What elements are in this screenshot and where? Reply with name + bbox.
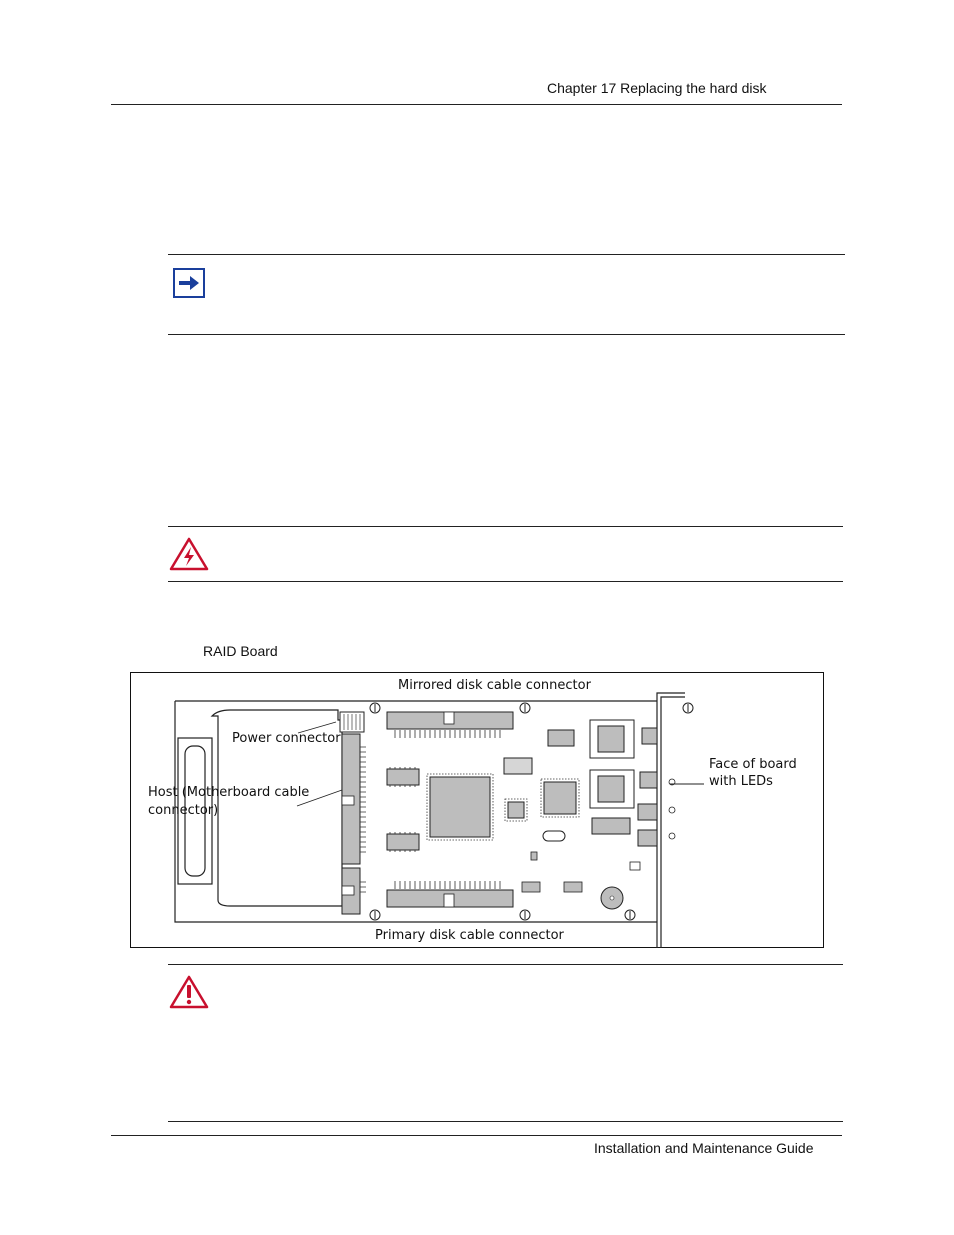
warning-lightning-icon bbox=[169, 536, 209, 572]
caution-bottom-rule bbox=[168, 581, 843, 582]
warning-bottom-rule bbox=[168, 1121, 843, 1122]
footer-rule bbox=[111, 1135, 842, 1136]
header-rule bbox=[111, 104, 842, 105]
face-of-board-label-2: with LEDs bbox=[709, 774, 773, 789]
caution-top-rule bbox=[168, 526, 843, 527]
running-footer: Installation and Maintenance Guide bbox=[594, 1140, 814, 1156]
mirrored-connector-label: Mirrored disk cable connector bbox=[398, 678, 591, 693]
primary-connector-label: Primary disk cable connector bbox=[375, 928, 564, 943]
figure-caption: RAID Board bbox=[203, 643, 278, 659]
face-of-board-label-1: Face of board bbox=[709, 757, 797, 772]
note-top-rule bbox=[168, 254, 845, 255]
arrow-right-icon bbox=[173, 268, 205, 298]
host-connector-label-1: Host (Motherboard cable bbox=[148, 785, 310, 800]
power-connector-label: Power connector bbox=[232, 731, 341, 746]
note-bottom-rule bbox=[168, 334, 845, 335]
running-header: Chapter 17 Replacing the hard disk bbox=[547, 80, 767, 96]
raid-board-diagram bbox=[130, 672, 824, 948]
host-connector-label-2: connector) bbox=[148, 803, 219, 818]
warning-exclamation-icon bbox=[169, 974, 209, 1010]
warning-top-rule bbox=[168, 964, 843, 965]
